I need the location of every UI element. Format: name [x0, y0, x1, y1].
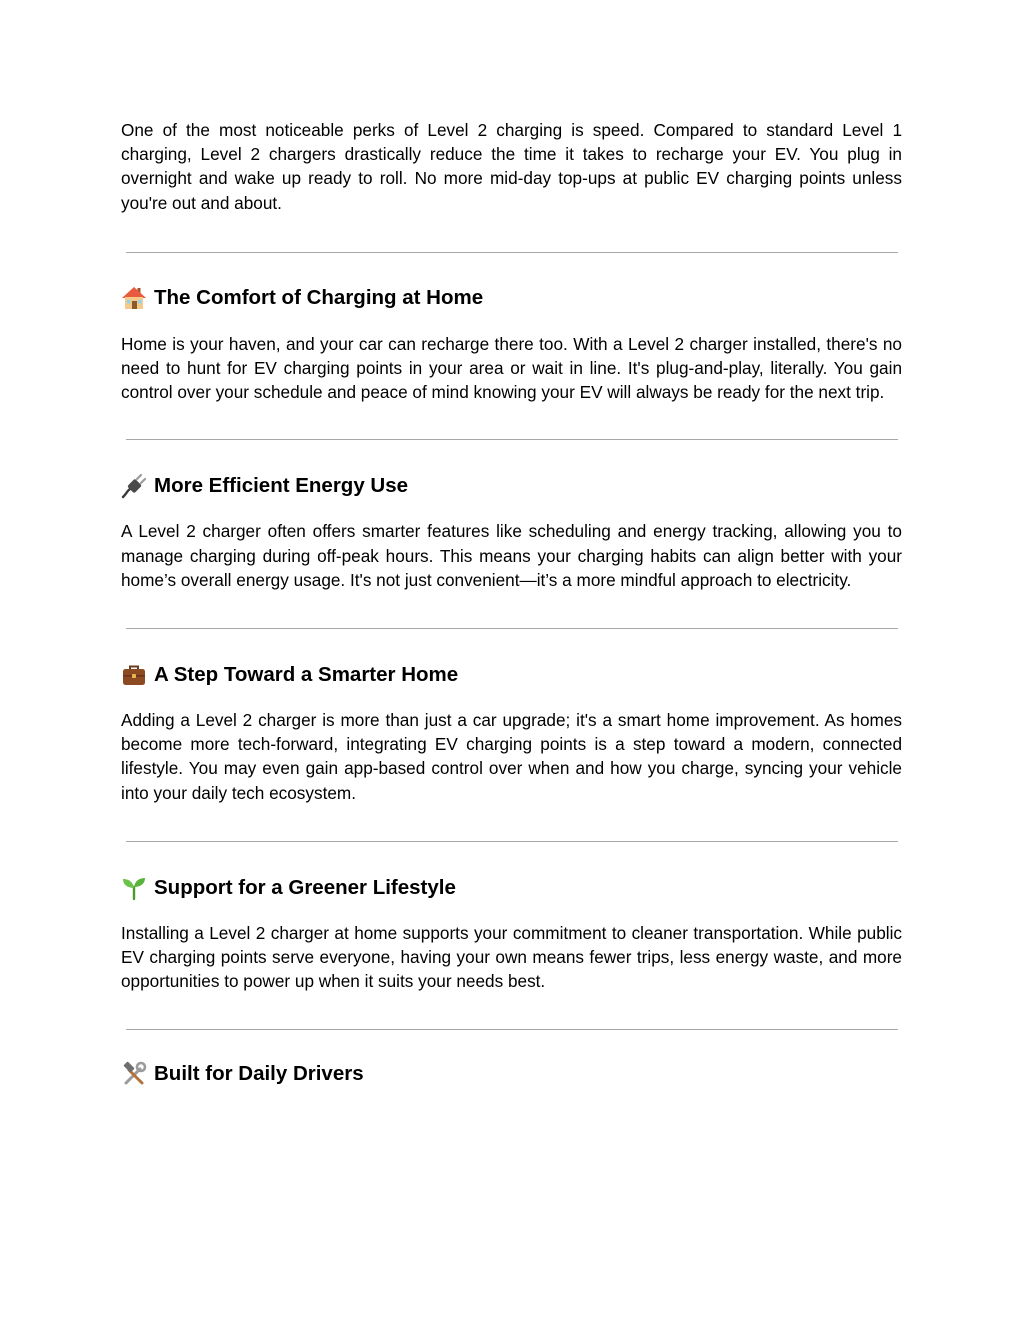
hammer-and-wrench-icon	[121, 1061, 147, 1087]
intro-paragraph: One of the most noticeable perks of Level 2 charging is speed. Compared to standard Level 1 charging, Level 2 chargers drastically reduce the time it takes to recharge your EV. You plug in overnight and wake up ready to roll. No more mid-day top-ups at public EV charging points unless you're out and about.	[121, 120, 902, 213]
section-title: Built for Daily Drivers	[154, 1062, 364, 1086]
section-divider	[126, 628, 898, 629]
section-paragraph: Installing a Level 2 charger at home supports your commitment to cleaner transportation. While public EV charging points serve everyone, having your own means fewer trips, less energy waste, and more opportunities to power up when it suits your needs best.	[121, 922, 902, 992]
section-divider	[126, 1029, 898, 1030]
section-divider	[126, 841, 898, 842]
house-icon	[121, 285, 147, 311]
section-title: A Step Toward a Smarter Home	[154, 663, 459, 687]
section-divider	[126, 252, 898, 253]
section-paragraph: Adding a Level 2 charger is more than just a car upgrade; it's a smart home improvement. As homes become more tech-forward, integrating EV charging points is a step toward a modern, connected lifestyle. You may even gain app-based control over when and how you charge, syncing your vehicle into your daily tech ecosystem.	[121, 710, 902, 803]
section-divider	[126, 439, 898, 440]
section-heading-greener	[121, 874, 902, 902]
section-title: Support for a Greener Lifestyle	[154, 875, 456, 899]
section-heading-energy	[121, 472, 902, 500]
section-heading-daily-drivers	[121, 1060, 902, 1088]
section-paragraph: Home is your haven, and your car can recharge there too. With a Level 2 charger installed, there's no need to hunt for EV charging points in your area or wait in line. It's plug-and-play, literally. You gain control over your schedule and peace of mind knowing your EV will always be ready for the next trip.	[121, 333, 902, 403]
section-paragraph: A Level 2 charger often offers smarter features like scheduling and energy tracking, allowing you to manage charging during off-peak hours. This means your charging habits can align better with your home’s overall energy usage. It's not just convenient—it’s a more mindful approach to electricity.	[121, 521, 902, 590]
section-heading-comfort	[121, 284, 902, 312]
section-title: The Comfort of Charging at Home	[154, 285, 484, 309]
electric-plug-icon	[121, 473, 147, 499]
section-heading-smart-home	[121, 661, 902, 689]
seedling-icon	[121, 875, 147, 901]
document-page	[121, 118, 902, 1088]
section-title: More Efficient Energy Use	[154, 474, 409, 498]
briefcase-icon	[121, 662, 147, 688]
